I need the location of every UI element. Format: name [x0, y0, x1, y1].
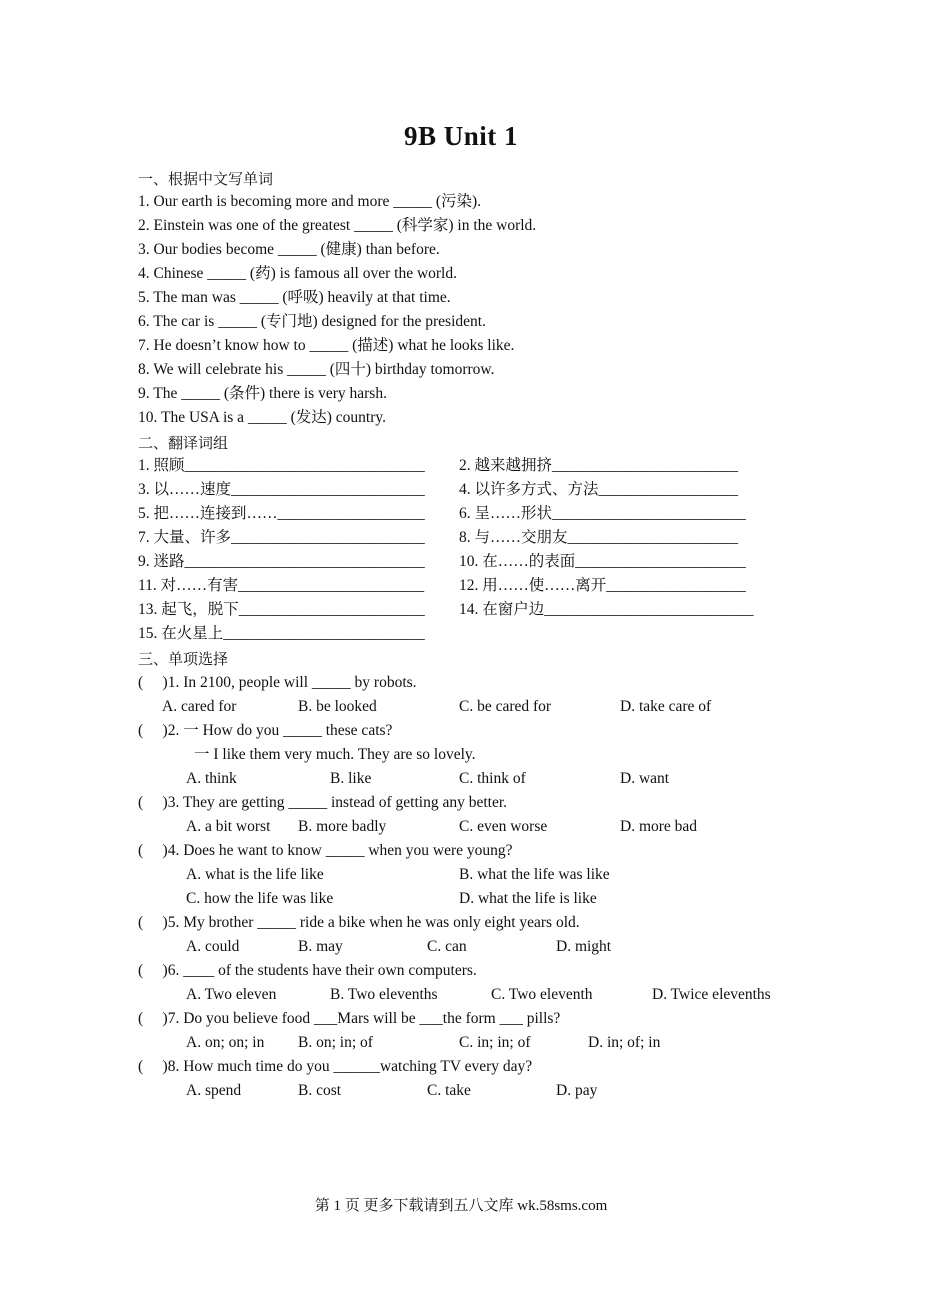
option-d: D. pay: [556, 1082, 598, 1099]
question-stem: ( )6. ____ of the students have their own computers.: [138, 962, 477, 979]
section1-item: 7. He doesn’t know how to _____ (描述) what he looks like.: [138, 337, 515, 354]
option-d: D. want: [620, 770, 670, 787]
phrase-item: 1. 照顾_______________________________: [138, 457, 425, 474]
option-d: D. might: [556, 938, 612, 955]
phrase-item: 7. 大量、许多_________________________: [138, 529, 425, 546]
option-a: A. think: [186, 770, 237, 787]
option-a: A. on; on; in: [186, 1034, 265, 1051]
option-b: B. more badly: [298, 818, 387, 835]
phrase-item: 14. 在窗户边___________________________: [459, 601, 754, 618]
page-title: 9B Unit 1: [403, 121, 519, 151]
option-c: C. in; in; of: [459, 1034, 531, 1051]
phrase-item: 3. 以……速度_________________________: [138, 481, 425, 498]
section1-item: 5. The man was _____ (呼吸) heavily at that time.: [138, 289, 451, 306]
option-d: D. take care of: [620, 698, 712, 715]
option-c: C. think of: [459, 770, 526, 787]
section1-item: 2. Einstein was one of the greatest _____ (科学家) in the world.: [138, 217, 537, 234]
option-a: A. could: [186, 938, 240, 955]
option-d: D. in; of; in: [588, 1034, 661, 1051]
question-stem: ( )2. 一 How do you _____ these cats?: [138, 722, 393, 739]
option-a: A. cared for: [162, 698, 237, 715]
phrase-item: 5. 把……连接到……___________________: [138, 505, 425, 522]
option-c: C. can: [427, 938, 467, 955]
option-b: B. Two elevenths: [330, 986, 438, 1003]
question-stem: ( )5. My brother _____ ride a bike when he was only eight years old.: [138, 914, 580, 931]
option-c: C. how the life was like: [186, 890, 334, 907]
option-c: C. be cared for: [459, 698, 552, 715]
section2-heading: 二、翻译词组: [138, 434, 229, 452]
option-c: C. Two eleventh: [491, 986, 593, 1003]
option-a: A. what is the life like: [186, 866, 324, 883]
option-b: B. like: [330, 770, 372, 787]
option-a: A. spend: [186, 1082, 242, 1099]
question-stem: ( )4. Does he want to know _____ when you were young?: [138, 842, 513, 859]
option-a: A. Two eleven: [186, 986, 277, 1003]
section1-item: 9. The _____ (条件) there is very harsh.: [138, 385, 387, 402]
section1-item: 3. Our bodies become _____ (健康) than before.: [138, 241, 440, 258]
question-stem: ( )7. Do you believe food ___Mars will be ___the form ___ pills?: [138, 1010, 561, 1027]
phrase-item: 9. 迷路_______________________________: [138, 553, 425, 570]
option-b: B. cost: [298, 1082, 342, 1099]
option-c: C. take: [427, 1082, 471, 1099]
question-stem: ( )8. How much time do you ______watching TV every day?: [138, 1058, 533, 1075]
section1-item: 4. Chinese _____ (药) is famous all over the world.: [138, 265, 457, 282]
section1-item: 10. The USA is a _____ (发达) country.: [138, 409, 386, 426]
section1-item: 1. Our earth is becoming more and more _____ (污染).: [138, 193, 482, 210]
option-b: B. on; in; of: [298, 1034, 373, 1051]
phrase-item: 13. 起飞，脱下________________________: [138, 601, 425, 618]
phrase-item: 15. 在火星上__________________________: [138, 625, 425, 642]
option-c: C. even worse: [459, 818, 548, 835]
phrase-item: 8. 与……交朋友______________________: [459, 529, 739, 546]
section1-item: 8. We will celebrate his _____ (四十) birthday tomorrow.: [138, 361, 495, 378]
section1-heading: 一、根据中文写单词: [138, 170, 274, 188]
phrase-item: 2. 越来越拥挤________________________: [459, 457, 739, 474]
question-stem: ( )1. In 2100, people will _____ by robots.: [138, 674, 417, 691]
phrase-item: 10. 在……的表面______________________: [459, 553, 746, 570]
phrase-item: 6. 呈……形状_________________________: [459, 505, 746, 522]
question-stem-continued: 一 I like them very much. They are so lovely.: [194, 746, 476, 763]
section1-item: 6. The car is _____ (专门地) designed for the president.: [138, 313, 486, 330]
option-b: B. what the life was like: [459, 866, 610, 883]
option-b: B. be looked: [298, 698, 377, 715]
option-d: D. more bad: [620, 818, 698, 835]
question-stem: ( )3. They are getting _____ instead of getting any better.: [138, 794, 508, 811]
phrase-item: 11. 对……有害________________________: [138, 577, 425, 594]
option-d: D. Twice elevenths: [652, 986, 771, 1003]
section3-heading: 三、单项选择: [138, 650, 229, 668]
phrase-item: 12. 用……使……离开__________________: [459, 577, 746, 594]
option-a: A. a bit worst: [186, 818, 271, 835]
option-b: B. may: [298, 938, 343, 955]
phrase-item: 4. 以许多方式、方法__________________: [459, 481, 739, 498]
option-d: D. what the life is like: [459, 890, 597, 907]
page-footer: 第 1 页 更多下载请到五八文库 wk.58sms.com: [314, 1198, 608, 1214]
